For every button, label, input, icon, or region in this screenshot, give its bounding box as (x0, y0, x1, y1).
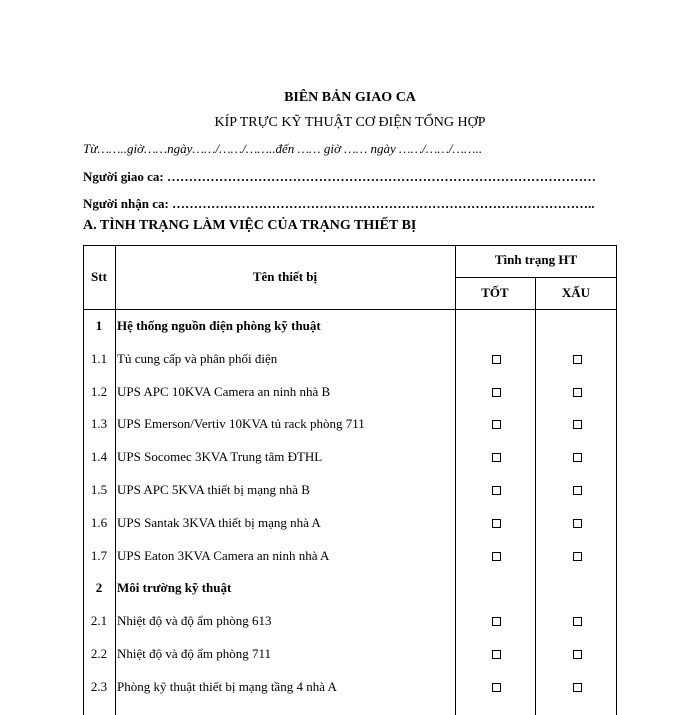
bad-checkbox[interactable] (573, 617, 582, 626)
time-line: Từ……..giờ……ngày……/……/……..đến …… giờ …… ngày ……/……/…….. (83, 141, 483, 156)
equipment-table (83, 245, 617, 715)
header-good: TỐT (481, 285, 509, 300)
table-row (83, 376, 617, 409)
good-checkbox[interactable] (492, 552, 501, 561)
table-group-row (83, 310, 617, 343)
header-stt: Stt (91, 269, 107, 284)
good-checkbox[interactable] (492, 683, 501, 692)
bad-checkbox[interactable] (573, 486, 582, 495)
row-device-name: UPS APC 5KVA thiết bị mạng nhà B (117, 482, 310, 497)
row-device-name: Môi trường kỹ thuật (117, 580, 232, 596)
bad-checkbox[interactable] (573, 519, 582, 528)
bad-checkbox[interactable] (573, 552, 582, 561)
row-device-name: Nhiệt độ và độ ẩm phòng 711 (117, 646, 272, 661)
good-checkbox[interactable] (492, 617, 501, 626)
header-name: Tên thiết bị (252, 269, 318, 284)
bad-checkbox[interactable] (573, 650, 582, 659)
table-row (83, 507, 617, 540)
row-device-name: UPS Socomec 3KVA Trung tâm ĐTHL (117, 449, 323, 465)
document-title: BIÊN BẢN GIAO CA (284, 90, 416, 105)
bad-checkbox[interactable] (573, 683, 582, 692)
good-checkbox[interactable] (492, 388, 501, 397)
good-checkbox[interactable] (492, 355, 501, 364)
row-stt: 2 (95, 580, 103, 596)
bad-checkbox[interactable] (573, 355, 582, 364)
row-device-name: UPS Santak 3KVA thiết bị mạng nhà A (117, 514, 321, 530)
row-stt: 1 (95, 318, 103, 333)
document-subtitle: KÍP TRỰC KỸ THUẬT CƠ ĐIỆN TỔNG HỢP (214, 115, 486, 130)
row-device-name: Hệ thống nguồn điện phòng kỹ thuật (117, 318, 321, 333)
bad-checkbox[interactable] (573, 388, 582, 397)
good-checkbox[interactable] (492, 453, 501, 462)
row-device-name: Phòng kỹ thuật thiết bị mạng tầng 4 nhà A (117, 678, 337, 694)
giver-line: Người giao ca: ……………………………………………………………………………………… (83, 169, 596, 184)
bad-checkbox[interactable] (573, 420, 582, 429)
header-bad: XẤU (561, 285, 591, 300)
row-device-name: UPS Eaton 3KVA Camera an ninh nhà A (117, 547, 330, 563)
table-border-top (83, 245, 617, 246)
receiver-line: Người nhận ca: …………………………………………………………………………………….. (83, 196, 595, 211)
table-row (83, 605, 617, 638)
good-checkbox[interactable] (492, 486, 501, 495)
table-group-row (83, 572, 617, 605)
row-stt: 1.6 (90, 514, 108, 530)
row-stt: 1.7 (90, 547, 108, 563)
row-stt: 1.1 (90, 350, 108, 366)
header-status: Tình trạng HT (494, 252, 578, 267)
row-stt: 1.4 (90, 449, 108, 465)
row-stt: 2.1 (90, 613, 108, 629)
row-stt: 1.3 (90, 416, 108, 432)
table-row (83, 474, 617, 507)
table-row (83, 343, 617, 376)
row-stt: 2.3 (90, 678, 108, 694)
good-checkbox[interactable] (492, 519, 501, 528)
good-checkbox[interactable] (492, 650, 501, 659)
section-title: A. TÌNH TRẠNG LÀM VIỆC CỦA TRẠNG THIẾT BỊ (83, 218, 417, 233)
table-row (83, 540, 617, 573)
row-device-name: UPS Emerson/Vertiv 10KVA tủ rack phòng 711 (117, 416, 365, 432)
table-row (83, 408, 617, 441)
table-row (83, 638, 617, 671)
row-stt: 2.2 (90, 646, 108, 661)
row-device-name: UPS APC 10KVA Camera an ninh nhà B (117, 383, 331, 399)
row-stt: 1.2 (90, 383, 108, 399)
row-stt: 1.5 (90, 482, 108, 497)
bad-checkbox[interactable] (573, 453, 582, 462)
row-device-name: Tủ cung cấp và phân phối điện (117, 350, 278, 366)
table-row (83, 441, 617, 474)
row-device-name: Nhiệt độ và độ ẩm phòng 613 (117, 613, 272, 629)
good-checkbox[interactable] (492, 420, 501, 429)
table-status-divider (455, 277, 617, 278)
table-row (83, 671, 617, 704)
